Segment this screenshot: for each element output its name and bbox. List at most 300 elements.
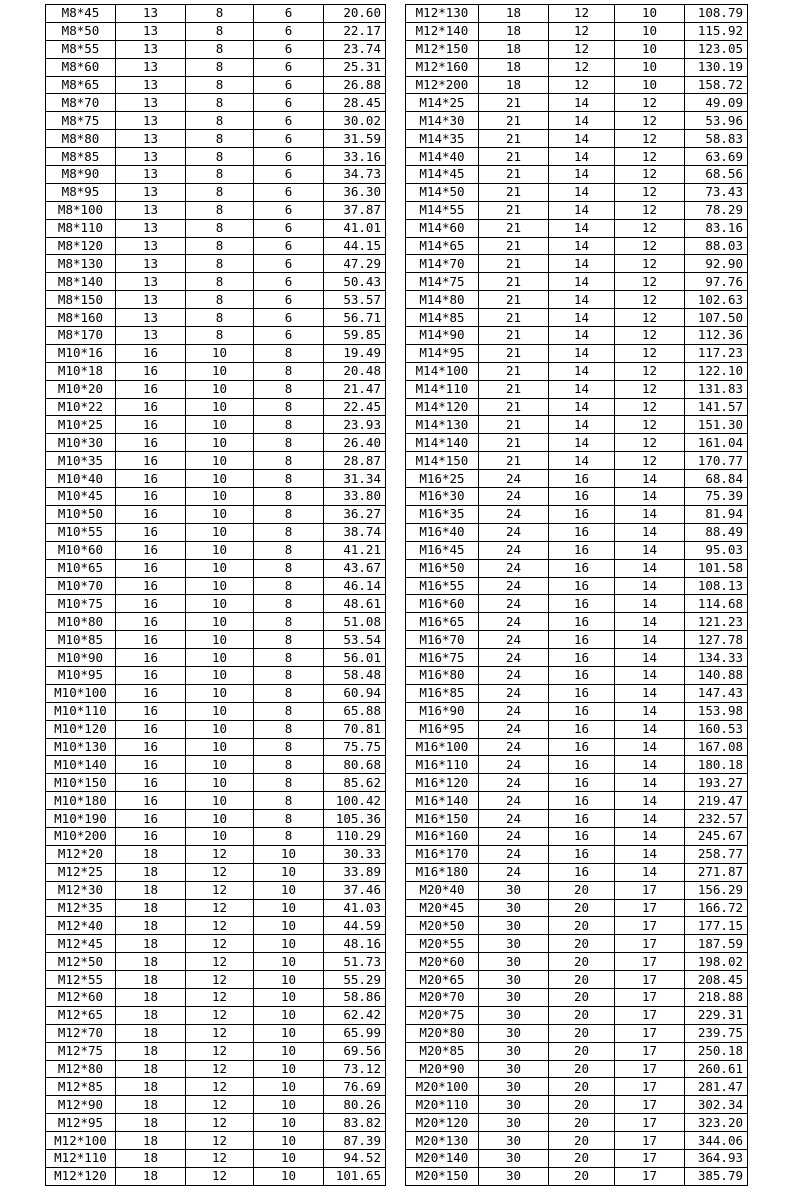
dim-a-cell: 18	[116, 953, 186, 971]
dim-a-cell: 13	[116, 58, 186, 76]
dim-c-cell: 8	[254, 756, 324, 774]
spec-cell: M20*65	[406, 971, 479, 989]
spec-cell: M10*25	[46, 416, 116, 434]
dim-b-cell: 14	[549, 273, 615, 291]
spec-cell: M16*35	[406, 505, 479, 523]
weight-cell: 232.57	[685, 810, 748, 828]
spec-cell: M10*190	[46, 810, 116, 828]
dim-a-cell: 24	[479, 810, 549, 828]
table-row	[46, 344, 386, 362]
dim-b-cell: 8	[186, 309, 254, 327]
spec-cell: M10*30	[46, 434, 116, 452]
dim-a-cell: 21	[479, 327, 549, 345]
dim-c-cell: 12	[615, 130, 685, 148]
weight-cell: 140.88	[685, 666, 748, 684]
dim-a-cell: 24	[479, 523, 549, 541]
dim-a-cell: 21	[479, 380, 549, 398]
dim-c-cell: 8	[254, 577, 324, 595]
table-row	[46, 577, 386, 595]
weight-cell: 44.59	[324, 917, 386, 935]
dim-c-cell: 10	[254, 845, 324, 863]
dim-a-cell: 30	[479, 1006, 549, 1024]
table-row	[406, 631, 748, 649]
weight-cell: 37.46	[324, 881, 386, 899]
dim-a-cell: 16	[116, 541, 186, 559]
dim-b-cell: 12	[186, 1150, 254, 1168]
dim-b-cell: 20	[549, 899, 615, 917]
dim-b-cell: 16	[549, 559, 615, 577]
table-row	[46, 201, 386, 219]
spec-cell: M12*80	[46, 1060, 116, 1078]
weight-cell: 21.47	[324, 380, 386, 398]
spec-cell: M10*140	[46, 756, 116, 774]
dim-c-cell: 6	[254, 58, 324, 76]
dim-b-cell: 14	[549, 237, 615, 255]
table-row	[406, 1096, 748, 1114]
dim-c-cell: 14	[615, 756, 685, 774]
spec-cell: M10*120	[46, 720, 116, 738]
weight-cell: 94.52	[324, 1150, 386, 1168]
dim-b-cell: 10	[186, 398, 254, 416]
weight-cell: 38.74	[324, 523, 386, 541]
dim-a-cell: 21	[479, 201, 549, 219]
dim-a-cell: 18	[479, 5, 549, 23]
dim-a-cell: 18	[116, 1150, 186, 1168]
weight-cell: 108.13	[685, 577, 748, 595]
dim-c-cell: 12	[615, 273, 685, 291]
dim-b-cell: 16	[549, 810, 615, 828]
dim-a-cell: 24	[479, 720, 549, 738]
dim-c-cell: 17	[615, 1132, 685, 1150]
dim-b-cell: 8	[186, 112, 254, 130]
dim-a-cell: 13	[116, 183, 186, 201]
weight-cell: 323.20	[685, 1114, 748, 1132]
dim-c-cell: 17	[615, 1167, 685, 1185]
dim-a-cell: 21	[479, 219, 549, 237]
dim-b-cell: 8	[186, 237, 254, 255]
dim-c-cell: 14	[615, 559, 685, 577]
weight-cell: 47.29	[324, 255, 386, 273]
table-row	[406, 183, 748, 201]
weight-cell: 33.16	[324, 148, 386, 166]
table-row	[46, 1150, 386, 1168]
dim-b-cell: 16	[549, 523, 615, 541]
dim-a-cell: 21	[479, 166, 549, 184]
dim-b-cell: 14	[549, 219, 615, 237]
spec-cell: M14*55	[406, 201, 479, 219]
dim-a-cell: 24	[479, 827, 549, 845]
spec-cell: M10*80	[46, 613, 116, 631]
dim-c-cell: 8	[254, 595, 324, 613]
weight-cell: 20.48	[324, 362, 386, 380]
weight-cell: 51.08	[324, 613, 386, 631]
dim-c-cell: 6	[254, 130, 324, 148]
table-row	[406, 792, 748, 810]
dim-b-cell: 10	[186, 827, 254, 845]
spec-cell: M14*25	[406, 94, 479, 112]
spec-cell: M14*110	[406, 380, 479, 398]
weight-cell: 112.36	[685, 327, 748, 345]
dim-c-cell: 8	[254, 398, 324, 416]
weight-cell: 102.63	[685, 291, 748, 309]
weight-cell: 115.92	[685, 22, 748, 40]
table-row	[46, 434, 386, 452]
weight-cell: 141.57	[685, 398, 748, 416]
spec-cell: M14*80	[406, 291, 479, 309]
table-row	[46, 237, 386, 255]
spec-cell: M8*150	[46, 291, 116, 309]
dim-a-cell: 30	[479, 917, 549, 935]
dim-a-cell: 21	[479, 112, 549, 130]
table-row	[406, 577, 748, 595]
weight-cell: 28.45	[324, 94, 386, 112]
table-row	[46, 881, 386, 899]
table-row	[406, 22, 748, 40]
table-row	[46, 255, 386, 273]
dim-a-cell: 30	[479, 1060, 549, 1078]
dim-a-cell: 16	[116, 702, 186, 720]
dim-c-cell: 12	[615, 112, 685, 130]
spec-cell: M10*45	[46, 488, 116, 506]
spec-cell: M16*100	[406, 738, 479, 756]
dim-b-cell: 16	[549, 845, 615, 863]
spec-cell: M10*16	[46, 344, 116, 362]
weight-cell: 258.77	[685, 845, 748, 863]
spec-cell: M12*30	[46, 881, 116, 899]
dim-a-cell: 13	[116, 40, 186, 58]
dim-a-cell: 18	[116, 1132, 186, 1150]
table-row	[406, 523, 748, 541]
spec-cell: M14*30	[406, 112, 479, 130]
spec-cell: M14*130	[406, 416, 479, 434]
dim-b-cell: 10	[186, 774, 254, 792]
dim-c-cell: 12	[615, 148, 685, 166]
dim-b-cell: 20	[549, 935, 615, 953]
spec-cell: M12*95	[46, 1114, 116, 1132]
dim-b-cell: 8	[186, 40, 254, 58]
weight-cell: 105.36	[324, 810, 386, 828]
spec-cell: M8*75	[46, 112, 116, 130]
dim-c-cell: 10	[615, 58, 685, 76]
weight-cell: 85.62	[324, 774, 386, 792]
dim-b-cell: 20	[549, 917, 615, 935]
dim-c-cell: 14	[615, 470, 685, 488]
dim-c-cell: 14	[615, 649, 685, 667]
dim-a-cell: 30	[479, 1132, 549, 1150]
dim-c-cell: 10	[615, 5, 685, 23]
dim-c-cell: 17	[615, 1096, 685, 1114]
dim-a-cell: 18	[116, 1167, 186, 1185]
table-row	[46, 845, 386, 863]
dim-c-cell: 6	[254, 94, 324, 112]
dim-b-cell: 12	[549, 40, 615, 58]
table-row	[406, 112, 748, 130]
dim-b-cell: 12	[186, 899, 254, 917]
dim-b-cell: 10	[186, 505, 254, 523]
dim-a-cell: 24	[479, 541, 549, 559]
dim-c-cell: 6	[254, 237, 324, 255]
spec-cell: M20*50	[406, 917, 479, 935]
dim-b-cell: 10	[186, 738, 254, 756]
weight-cell: 180.18	[685, 756, 748, 774]
spec-cell: M20*70	[406, 988, 479, 1006]
table-row	[46, 452, 386, 470]
dim-b-cell: 14	[549, 201, 615, 219]
dim-a-cell: 16	[116, 523, 186, 541]
dim-b-cell: 20	[549, 1114, 615, 1132]
weight-cell: 23.93	[324, 416, 386, 434]
dim-a-cell: 21	[479, 309, 549, 327]
spec-cell: M8*70	[46, 94, 116, 112]
dim-a-cell: 13	[116, 22, 186, 40]
spec-cell: M12*65	[46, 1006, 116, 1024]
table-row	[46, 649, 386, 667]
table-row	[406, 1060, 748, 1078]
dim-a-cell: 21	[479, 237, 549, 255]
weight-cell: 170.77	[685, 452, 748, 470]
table-row	[406, 684, 748, 702]
dim-b-cell: 14	[549, 166, 615, 184]
weight-cell: 26.40	[324, 434, 386, 452]
dim-b-cell: 14	[549, 416, 615, 434]
weight-cell: 198.02	[685, 953, 748, 971]
dim-a-cell: 16	[116, 738, 186, 756]
spec-cell: M10*22	[46, 398, 116, 416]
weight-cell: 36.27	[324, 505, 386, 523]
spec-cell: M16*55	[406, 577, 479, 595]
dim-b-cell: 20	[549, 971, 615, 989]
spec-cell: M10*20	[46, 380, 116, 398]
dim-a-cell: 16	[116, 684, 186, 702]
dim-a-cell: 30	[479, 1167, 549, 1185]
spec-cell: M12*25	[46, 863, 116, 881]
dim-c-cell: 8	[254, 738, 324, 756]
dim-b-cell: 12	[186, 1167, 254, 1185]
table-row	[406, 666, 748, 684]
dim-a-cell: 21	[479, 344, 549, 362]
weight-cell: 88.49	[685, 523, 748, 541]
table-row	[406, 58, 748, 76]
dim-a-cell: 24	[479, 649, 549, 667]
dim-c-cell: 10	[254, 1042, 324, 1060]
dim-a-cell: 13	[116, 130, 186, 148]
spec-table-right	[405, 4, 748, 1186]
dim-c-cell: 8	[254, 470, 324, 488]
dim-b-cell: 16	[549, 488, 615, 506]
weight-cell: 83.16	[685, 219, 748, 237]
weight-cell: 187.59	[685, 935, 748, 953]
spec-cell: M8*45	[46, 5, 116, 23]
table-row	[46, 613, 386, 631]
dim-b-cell: 12	[186, 988, 254, 1006]
spec-cell: M16*85	[406, 684, 479, 702]
dim-c-cell: 8	[254, 792, 324, 810]
weight-cell: 73.43	[685, 183, 748, 201]
spec-cell: M12*55	[46, 971, 116, 989]
dim-b-cell: 8	[186, 166, 254, 184]
weight-cell: 239.75	[685, 1024, 748, 1042]
dim-c-cell: 14	[615, 863, 685, 881]
weight-cell: 302.34	[685, 1096, 748, 1114]
weight-cell: 70.81	[324, 720, 386, 738]
dim-c-cell: 14	[615, 577, 685, 595]
dim-c-cell: 17	[615, 899, 685, 917]
dim-c-cell: 8	[254, 666, 324, 684]
table-row	[406, 863, 748, 881]
spec-cell: M10*40	[46, 470, 116, 488]
dim-b-cell: 10	[186, 756, 254, 774]
table-row	[406, 130, 748, 148]
dim-b-cell: 20	[549, 1042, 615, 1060]
dim-c-cell: 12	[615, 201, 685, 219]
spec-cell: M12*130	[406, 5, 479, 23]
dim-a-cell: 16	[116, 720, 186, 738]
dim-b-cell: 12	[186, 1060, 254, 1078]
table-row	[406, 309, 748, 327]
dim-c-cell: 14	[615, 810, 685, 828]
weight-cell: 68.56	[685, 166, 748, 184]
dim-a-cell: 21	[479, 130, 549, 148]
dim-c-cell: 10	[615, 76, 685, 94]
dim-c-cell: 10	[254, 1114, 324, 1132]
table-row	[46, 58, 386, 76]
spec-cell: M14*150	[406, 452, 479, 470]
weight-cell: 28.87	[324, 452, 386, 470]
dim-a-cell: 18	[116, 1114, 186, 1132]
table-row	[46, 112, 386, 130]
weight-cell: 110.29	[324, 827, 386, 845]
table-row	[46, 40, 386, 58]
dim-c-cell: 8	[254, 559, 324, 577]
spec-cell: M10*150	[46, 774, 116, 792]
table-row	[46, 810, 386, 828]
table-row	[406, 738, 748, 756]
dim-a-cell: 30	[479, 1150, 549, 1168]
spec-table-left	[45, 4, 386, 1186]
spec-cell: M8*50	[46, 22, 116, 40]
dim-b-cell: 12	[186, 881, 254, 899]
spec-cell: M12*40	[46, 917, 116, 935]
dim-a-cell: 16	[116, 362, 186, 380]
weight-cell: 80.26	[324, 1096, 386, 1114]
dim-b-cell: 10	[186, 810, 254, 828]
table-row	[406, 166, 748, 184]
dim-c-cell: 14	[615, 666, 685, 684]
dim-b-cell: 10	[186, 720, 254, 738]
spec-cell: M16*170	[406, 845, 479, 863]
dim-c-cell: 6	[254, 166, 324, 184]
dim-c-cell: 8	[254, 488, 324, 506]
table-row	[46, 327, 386, 345]
table-row	[406, 362, 748, 380]
weight-cell: 65.88	[324, 702, 386, 720]
dim-b-cell: 8	[186, 255, 254, 273]
dim-b-cell: 8	[186, 5, 254, 23]
spec-cell: M10*65	[46, 559, 116, 577]
dim-a-cell: 21	[479, 398, 549, 416]
dim-b-cell: 12	[186, 1006, 254, 1024]
dim-c-cell: 12	[615, 380, 685, 398]
dim-b-cell: 14	[549, 130, 615, 148]
dim-b-cell: 8	[186, 130, 254, 148]
dim-a-cell: 24	[479, 792, 549, 810]
dim-a-cell: 16	[116, 666, 186, 684]
dim-a-cell: 30	[479, 1024, 549, 1042]
table-row	[46, 702, 386, 720]
dim-a-cell: 13	[116, 273, 186, 291]
weight-cell: 33.89	[324, 863, 386, 881]
dim-b-cell: 10	[186, 702, 254, 720]
spec-cell: M12*120	[46, 1167, 116, 1185]
dim-b-cell: 20	[549, 1132, 615, 1150]
dim-b-cell: 16	[549, 774, 615, 792]
dim-c-cell: 14	[615, 541, 685, 559]
dim-c-cell: 10	[254, 917, 324, 935]
spec-cell: M14*50	[406, 183, 479, 201]
spec-cell: M14*60	[406, 219, 479, 237]
spec-cell: M8*110	[46, 219, 116, 237]
dim-a-cell: 24	[479, 505, 549, 523]
dim-a-cell: 16	[116, 505, 186, 523]
dim-b-cell: 8	[186, 76, 254, 94]
weight-cell: 271.87	[685, 863, 748, 881]
dim-b-cell: 16	[549, 756, 615, 774]
table-row	[406, 595, 748, 613]
spec-cell: M12*35	[46, 899, 116, 917]
dim-b-cell: 16	[549, 684, 615, 702]
weight-cell: 53.54	[324, 631, 386, 649]
dim-b-cell: 16	[549, 631, 615, 649]
dim-c-cell: 17	[615, 1150, 685, 1168]
table-row	[406, 94, 748, 112]
dim-c-cell: 6	[254, 255, 324, 273]
spec-cell: M8*140	[46, 273, 116, 291]
weight-cell: 63.69	[685, 148, 748, 166]
weight-cell: 167.08	[685, 738, 748, 756]
dim-b-cell: 8	[186, 291, 254, 309]
dim-b-cell: 14	[549, 94, 615, 112]
weight-cell: 75.75	[324, 738, 386, 756]
dim-c-cell: 10	[254, 1060, 324, 1078]
dim-c-cell: 14	[615, 702, 685, 720]
dim-b-cell: 20	[549, 1060, 615, 1078]
dim-c-cell: 17	[615, 1006, 685, 1024]
dim-b-cell: 12	[549, 58, 615, 76]
spec-cell: M8*55	[46, 40, 116, 58]
spec-cell: M14*40	[406, 148, 479, 166]
table-row	[46, 76, 386, 94]
dim-b-cell: 12	[186, 1024, 254, 1042]
spec-cell: M10*100	[46, 684, 116, 702]
spec-cell: M14*140	[406, 434, 479, 452]
table-row	[406, 434, 748, 452]
spec-cell: M14*95	[406, 344, 479, 362]
dim-a-cell: 16	[116, 810, 186, 828]
dim-a-cell: 30	[479, 1114, 549, 1132]
weight-cell: 49.09	[685, 94, 748, 112]
weight-cell: 19.49	[324, 344, 386, 362]
spec-cell: M12*90	[46, 1096, 116, 1114]
dim-a-cell: 16	[116, 398, 186, 416]
dim-b-cell: 12	[186, 863, 254, 881]
weight-cell: 53.96	[685, 112, 748, 130]
table-row	[46, 917, 386, 935]
weight-cell: 101.58	[685, 559, 748, 577]
table-row	[46, 988, 386, 1006]
dim-c-cell: 14	[615, 488, 685, 506]
table-row	[406, 774, 748, 792]
table-row	[46, 935, 386, 953]
